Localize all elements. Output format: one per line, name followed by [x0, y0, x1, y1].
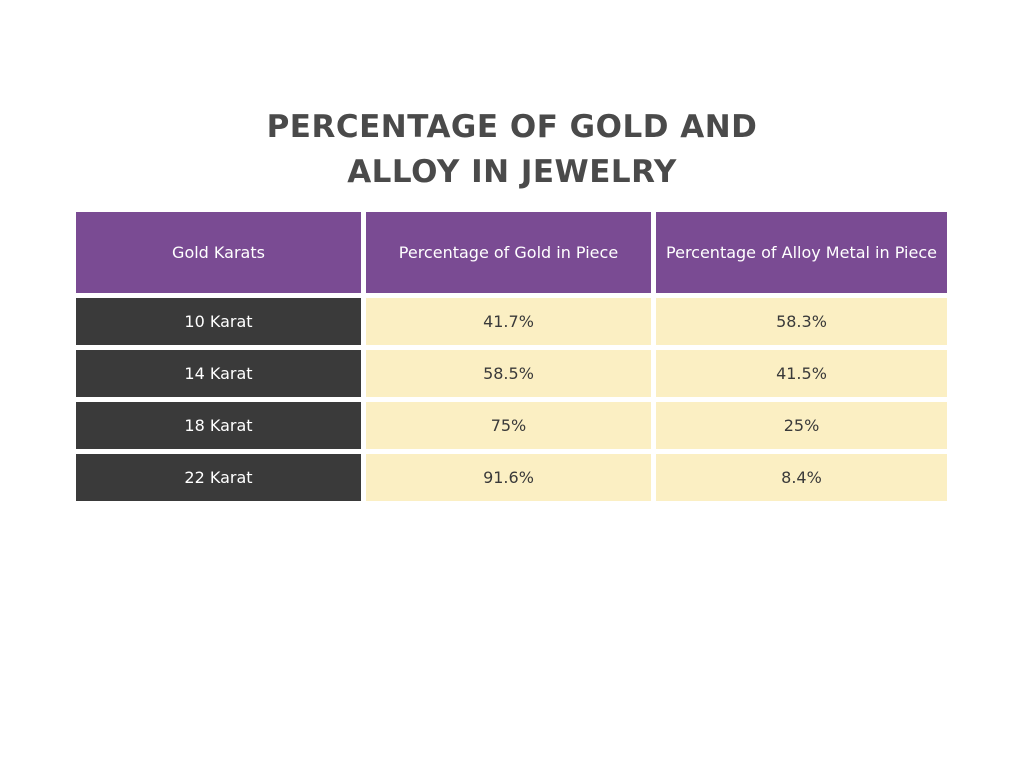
table-body — [76, 293, 947, 501]
gold-alloy-table — [76, 212, 947, 501]
column-header-percentage-alloy: Percentage of Alloy Metal in Piece — [656, 212, 947, 293]
table-header — [76, 212, 947, 293]
page-title-line-2: ALLOY IN JEWELRY — [347, 154, 677, 190]
table-row — [76, 454, 947, 501]
cell-alloy-percent: 8.4% — [656, 454, 947, 501]
page-title-line-1: PERCENTAGE OF GOLD AND — [266, 109, 758, 145]
column-header-percentage-gold: Percentage of Gold in Piece — [366, 212, 656, 293]
table-header-row — [76, 212, 947, 293]
table-row — [76, 293, 947, 350]
column-header-gold-karats: Gold Karats — [76, 212, 366, 293]
cell-karat: 10 Karat — [76, 293, 366, 350]
cell-alloy-percent: 41.5% — [656, 350, 947, 402]
cell-gold-percent: 91.6% — [366, 454, 656, 501]
cell-alloy-percent: 25% — [656, 402, 947, 454]
table-row — [76, 402, 947, 454]
cell-gold-percent: 58.5% — [366, 350, 656, 402]
cell-karat: 18 Karat — [76, 402, 366, 454]
cell-gold-percent: 41.7% — [366, 293, 656, 350]
table-row — [76, 350, 947, 402]
cell-gold-percent: 75% — [366, 402, 656, 454]
cell-karat: 22 Karat — [76, 454, 366, 501]
page-title — [0, 105, 1024, 195]
cell-karat: 14 Karat — [76, 350, 366, 402]
cell-alloy-percent: 58.3% — [656, 293, 947, 350]
